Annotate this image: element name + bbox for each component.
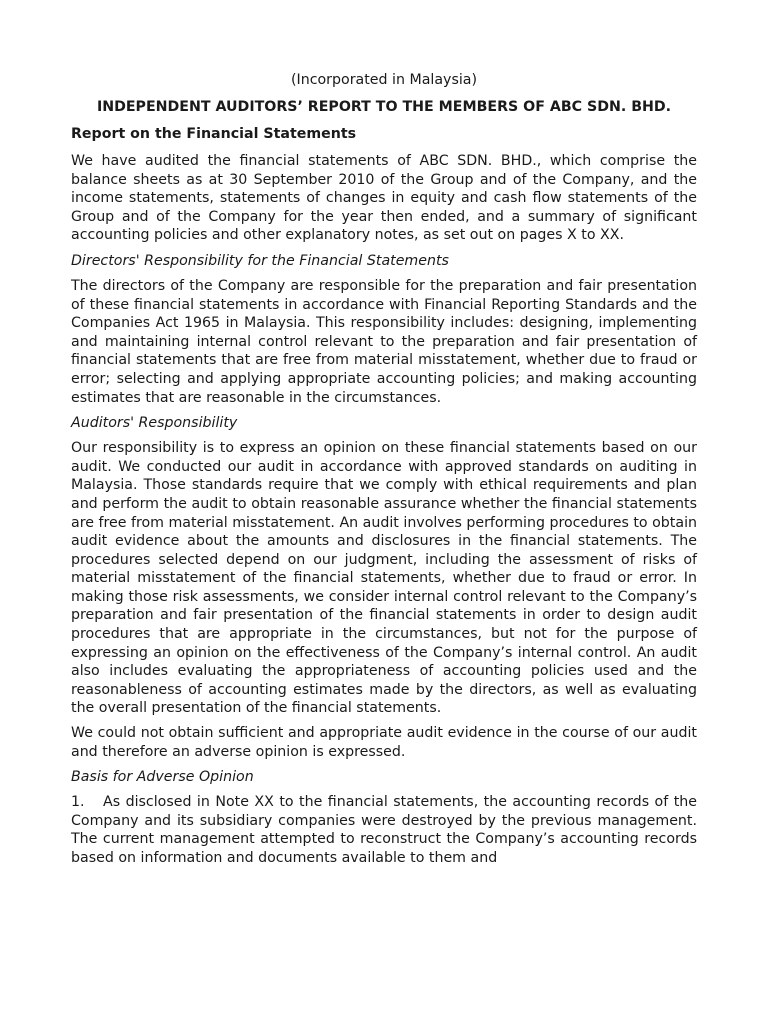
adverse-opinion-paragraph: We could not obtain sufficient and appropriate audit evidence in the course of our audit and therefore an adverse opinion is expressed.	[71, 725, 697, 760]
document-page	[71, 70, 697, 874]
report-section-heading: Report on the Financial Statements	[71, 126, 357, 142]
directors-responsibility-heading: Directors' Responsibility for the Financial Statements	[71, 252, 449, 269]
basis-adverse-opinion-heading: Basis for Adverse Opinion	[71, 769, 254, 786]
auditors-responsibility-paragraph: Our responsibility is to express an opinion on these financial statements based on our audit. We conducted our audit in accordance with approved standards on auditing in Malaysia. Those standards require that we comply with ethical requirements and plan and perform the audit to obtain reasonable assurance whether the financial statements are free from material misstatement. An audit involves performing procedures to obtain audit evidence about the amounts and disclosures in the financial statements. The procedures selected depend on our judgment, including the assessment of risks of material misstatement of the financial statements, whether due to fraud or error. In making those risk assessments, we consider internal control relevant to the Company’s preparation and fair presentation of the financial statements in order to design audit procedures that are appropriate in the circumstances, but not for the purpose of expressing an opinion on the effectiveness of the Company’s internal control. An audit also includes evaluating the appropriateness of accounting policies used and the reasonableness of accounting estimates made by the directors, as well as evaluating the overall presentation of the financial statements.	[71, 440, 697, 717]
report-title: INDEPENDENT AUDITORS’ REPORT TO THE MEMBERS OF ABC SDN. BHD.	[96, 99, 672, 115]
directors-responsibility-paragraph: The directors of the Company are responsible for the preparation and fair presentation of these financial statements in accordance with Financial Reporting Standards and the Companies Act 1965 in Malaysia. This responsibility includes: designing, implementing and maintaining internal control relevant to the preparation and fair presentation of financial statements that are free from material misstatement, whether due to fraud or error; selecting and applying appropriate accounting policies; and making accounting estimates that are reasonable in the circumstances.	[71, 277, 697, 406]
basis-item-1	[71, 793, 697, 867]
basis-item-text: As disclosed in Note XX to the financial statements, the accounting records of the Company and its subsidiary companies were destroyed by the previous management. The current management attempted to reconstruct the Company’s accounting records based on information and documents available to them and	[71, 794, 697, 866]
basis-item-number: 1.	[71, 794, 85, 811]
auditors-responsibility-heading: Auditors' Responsibility	[71, 415, 238, 432]
incorporation-note: (Incorporated in Malaysia)	[290, 72, 478, 88]
intro-paragraph: We have audited the financial statements of ABC SDN. BHD., which comprise the balance sheets as at 30 September 2010 of the Group and of the Company, and the income statements, statements of changes in equity and cash flow statements of the Group and of the Company for the year then ended, and a summary of significant accounting policies and other explanatory notes, as set out on pages X to XX.	[71, 153, 697, 244]
